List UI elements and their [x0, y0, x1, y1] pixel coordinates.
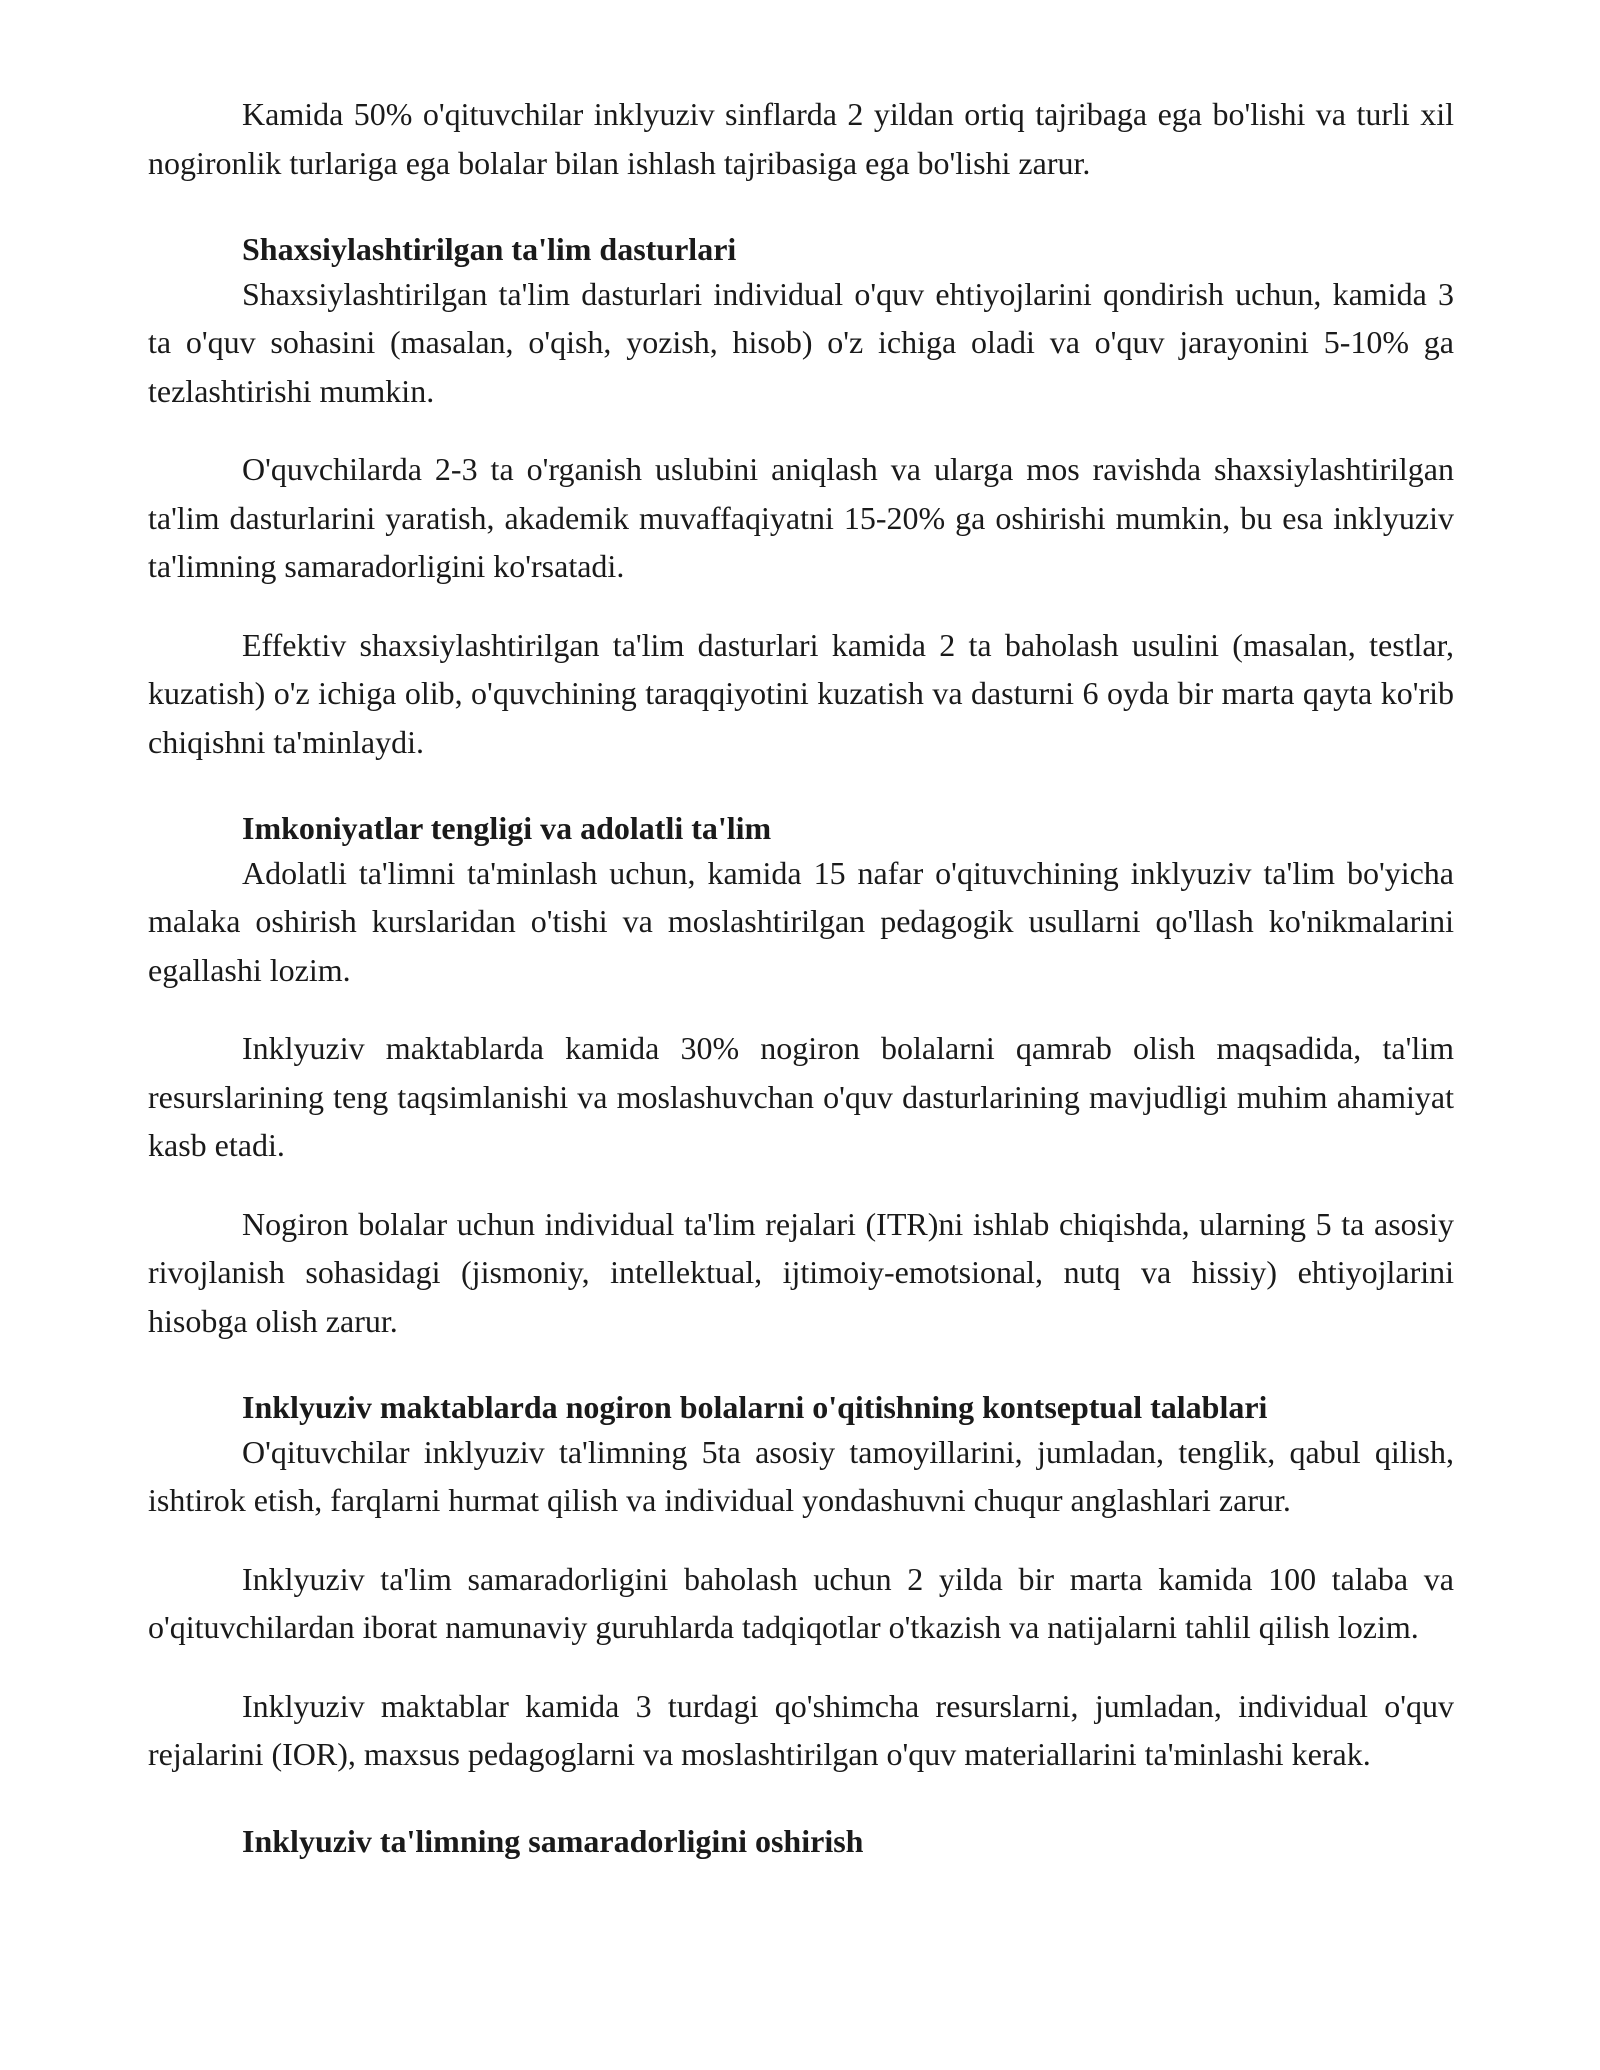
- paragraph-individual-plans: Nogiron bolalar uchun individual ta'lim rejalari (ITR)ni ishlab chiqishda, ularning 5 ta asosiy rivojlanish sohasidagi (jismoniy, intellektual, ijtimoiy-emotsional, nutq va hissiy) ehtiyojlarini hisobga olish zarur.: [148, 1205, 1454, 1339]
- document-page: [148, 90, 1454, 1861]
- paragraph-learning-styles: O'quvchilarda 2-3 ta o'rganish uslubini aniqlash va ularga mos ravishda shaxsiylashtirilgan ta'lim dasturlarini yaratish, akademik muvaffaqiyatni 15-20% ga oshirishi mumkin, bu esa inklyuziv ta'limning samaradorligini ko'rsatadi.: [148, 451, 1454, 584]
- heading-conceptual-requirements: Inklyuziv maktablarda nogiron bolalarni o'qitishning kontseptual talablari: [242, 1389, 1268, 1425]
- heading-equal-opportunities: Imkoniyatlar tengligi va adolatli ta'lim: [242, 810, 772, 846]
- paragraph-assessment-methods: Effektiv shaxsiylashtirilgan ta'lim dasturlari kamida 2 ta baholash usulini (masalan, testlar, kuzatish) o'z ichiga olib, o'quvchining taraqqiyotini kuzatish va dasturni 6 oyda bir marta qayta ko'rib chiqishni ta'minlaydi.: [148, 626, 1454, 760]
- heading-personalized-programs: Shaxsiylashtirilgan ta'lim dasturlari: [242, 231, 737, 267]
- paragraph-resource-distribution: Inklyuziv maktablarda kamida 30% nogiron bolalarni qamrab olish maqsadida, ta'lim resurslarining teng taqsimlanishi va moslashuvchan o'quv dasturlarining mavjudligi muhim ahamiyat kasb etadi.: [148, 1030, 1454, 1163]
- paragraph-teacher-experience: Kamida 50% o'qituvchilar inklyuziv sinflarda 2 yildan ortiq tajribaga ega bo'lishi va turli xil nogironlik turlariga ega bolalar bilan ishlash tajribasiga ega bo'lishi zarur.: [148, 96, 1454, 181]
- paragraph-personalized-programs: Shaxsiylashtirilgan ta'lim dasturlari individual o'quv ehtiyojlarini qondirish uchun, kamida 3 ta o'quv sohasini (masalan, o'qish, yozish, hisob) o'z ichiga oladi va o'quv jarayonini 5-10% ga tezlashtirishi mumkin.: [148, 275, 1454, 409]
- paragraph-effectiveness-evaluation: Inklyuziv ta'lim samaradorligini baholash uchun 2 yilda bir marta kamida 100 talaba va o'qituvchilardan iborat namunaviy guruhlarda tadqiqotlar o'tkazish va natijalarni tahlil qilish lozim.: [148, 1560, 1454, 1645]
- heading-increasing-effectiveness: Inklyuziv ta'limning samaradorligini oshirish: [242, 1822, 864, 1859]
- paragraph-teacher-training: Adolatli ta'limni ta'minlash uchun, kamida 15 nafar o'qituvchining inklyuziv ta'lim bo'yicha malaka oshirish kurslaridan o'tishi va moslashtirilgan pedagogik usullarni qo'llash ko'nikmalarini egallashi lozim.: [148, 854, 1454, 988]
- paragraph-inclusive-principles: O'qituvchilar inklyuziv ta'limning 5ta asosiy tamoyillarini, jumladan, tenglik, qabul qilish, ishtirok etish, farqlarni hurmat qilish va individual yondashuvni chuqur anglashlari zarur.: [148, 1433, 1454, 1518]
- paragraph-additional-resources: Inklyuziv maktablar kamida 3 turdagi qo'shimcha resurslarni, jumladan, individual o'quv rejalarini (IOR), maxsus pedagoglarni va moslashtirilgan o'quv materiallarini ta'minlashi kerak.: [148, 1687, 1454, 1772]
